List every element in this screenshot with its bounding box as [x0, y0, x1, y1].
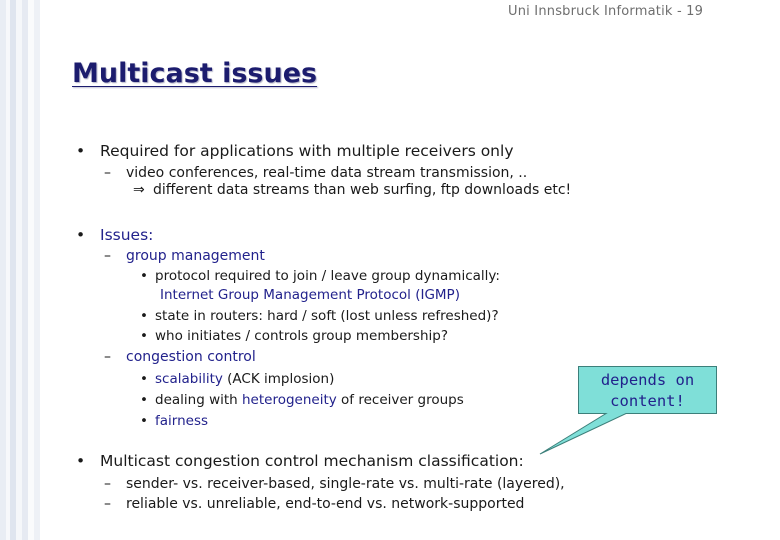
sub-sender-receiver-text: sender- vs. receiver-based, single-rate vs. multi-rate (layered), [126, 476, 565, 492]
dash-marker: – [104, 476, 111, 492]
callout-depends-on-content [578, 366, 717, 414]
dealing-post: of receiver groups [336, 392, 464, 408]
heterogeneity-term: heterogeneity [242, 392, 337, 408]
bullet-marker: • [140, 371, 148, 387]
bullet-marker: • [76, 452, 86, 470]
scalability-term: scalability [155, 371, 223, 387]
sub-congestion-control [104, 349, 256, 365]
bullet-marker: • [140, 413, 148, 429]
gm-item-protocol [140, 268, 500, 284]
sub-sender-receiver [104, 476, 565, 492]
sub-group-management [104, 248, 265, 264]
dash-marker: – [104, 248, 111, 264]
dash-marker: – [104, 349, 111, 365]
sub-video-conferences [104, 165, 527, 181]
group-management-label: group management [126, 248, 265, 264]
dash-marker: – [104, 165, 111, 181]
bullet-required-text: Required for applications with multiple receivers only [100, 142, 514, 160]
sub-different-streams [133, 182, 571, 198]
cc-item-scalability [140, 371, 334, 387]
sub-reliable-text: reliable vs. unreliable, end-to-end vs. network-supported [126, 496, 525, 512]
gm-item-who [140, 328, 448, 344]
gm-item-state [140, 308, 499, 324]
gm-item-protocol-text: protocol required to join / leave group dynamically: [155, 268, 500, 284]
sub-different-streams-text: different data streams than web surfing, ftp downloads etc! [153, 182, 572, 198]
bullet-marker: • [140, 392, 148, 408]
fairness-term: fairness [155, 413, 209, 429]
gm-item-state-text: state in routers: hard / soft (lost unless refreshed)? [155, 308, 499, 324]
bullet-issues-text: Issues: [100, 226, 154, 244]
implies-symbol: ⇒ [133, 182, 145, 198]
decorative-stripes [0, 0, 44, 540]
bullet-marker: • [140, 308, 148, 324]
gm-item-who-text: who initiates / controls group membership? [155, 328, 449, 344]
bullet-classification [76, 452, 524, 470]
sub-reliable [104, 496, 524, 512]
bullet-marker: • [76, 226, 86, 244]
slide-header: Uni Innsbruck Informatik - 19 [508, 4, 704, 19]
gm-item-igmp: Internet Group Management Protocol (IGMP) [160, 287, 460, 303]
congestion-control-label: congestion control [126, 349, 256, 365]
bullet-issues [76, 226, 153, 244]
cc-item-fairness [140, 413, 208, 429]
cc-item-heterogeneity [140, 392, 464, 408]
callout-line-1: depends on [600, 371, 695, 389]
bullet-required [76, 142, 514, 160]
scalability-rest: (ACK implosion) [222, 371, 335, 387]
dash-marker: – [104, 496, 111, 512]
bullet-marker: • [140, 268, 148, 284]
bullet-marker: • [76, 142, 86, 160]
sub-video-conferences-text: video conferences, real-time data stream transmission, .. [126, 165, 528, 181]
callout-line-2: content! [610, 392, 685, 410]
bullet-marker: • [140, 328, 148, 344]
slide-title: Multicast issues [72, 58, 318, 89]
dealing-pre: dealing with [155, 392, 242, 408]
bullet-classification-text: Multicast congestion control mechanism classification: [100, 452, 524, 470]
callout-text [578, 370, 717, 412]
